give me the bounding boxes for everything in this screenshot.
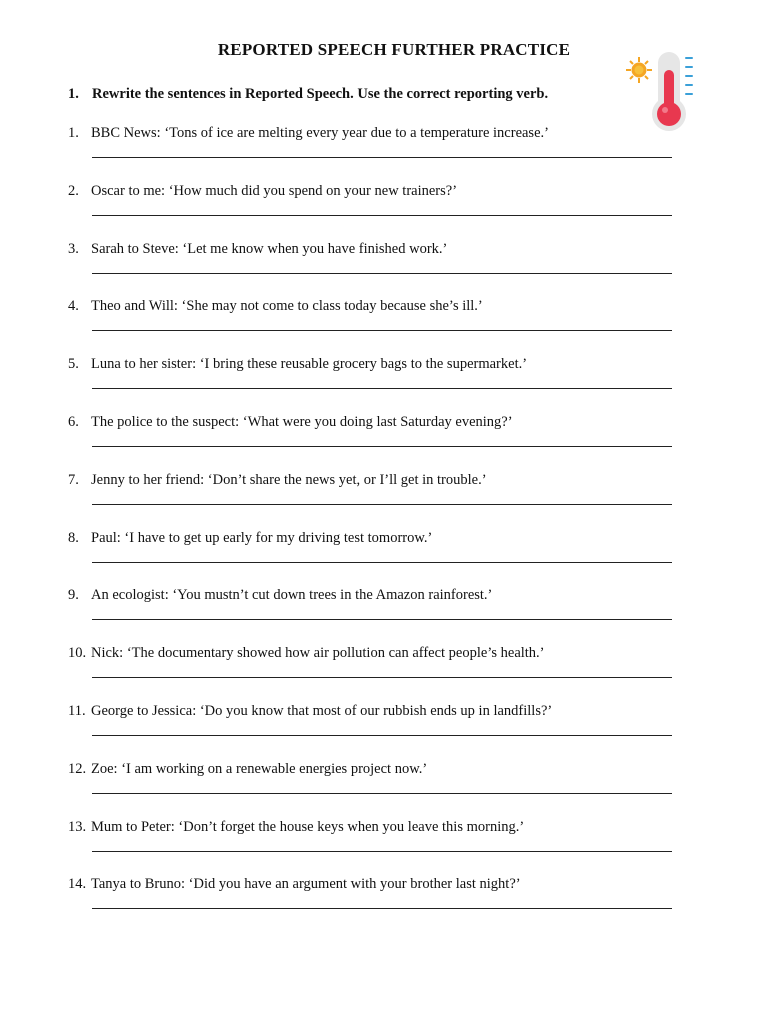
exercise-quote: Tanya to Bruno: ‘Did you have an argument with your brother last night?’: [91, 876, 521, 893]
exercise-sentence: [68, 760, 427, 778]
exercise-sentence: [68, 586, 492, 604]
exercise-sentence: [68, 529, 432, 547]
page-title: REPORTED SPEECH FURTHER PRACTICE: [217, 40, 571, 59]
exercise-sentence: [68, 182, 457, 200]
exercise-sentence: [68, 818, 524, 836]
answer-line[interactable]: [92, 215, 672, 216]
exercise-quote: Theo and Will: ‘She may not come to class today because she’s ill.’: [91, 298, 483, 315]
exercise-instruction: [68, 86, 548, 103]
exercise-number: 4.: [68, 298, 79, 315]
exercise-number: 1.: [68, 125, 79, 141]
answer-line[interactable]: [92, 157, 672, 158]
exercise-quote: Oscar to me: ‘How much did you spend on your new trainers?’: [91, 182, 458, 199]
thermometer-graphic: [622, 46, 702, 136]
exercise-item: [68, 644, 672, 702]
exercise-number: 13.: [68, 818, 87, 835]
answer-line[interactable]: [92, 851, 672, 852]
exercise-item: [68, 355, 672, 413]
exercise-sentence: [68, 297, 483, 315]
exercise-item: [68, 818, 672, 876]
exercise-quote: Zoe: ‘I am working on a renewable energies project now.’: [91, 760, 428, 777]
thermometer-sun-icon: [622, 46, 702, 136]
exercise-quote: George to Jessica: ‘Do you know that most of our rubbish ends up in landfills?’: [91, 703, 553, 719]
answer-line[interactable]: [92, 504, 672, 505]
exercise-number: 7.: [68, 471, 79, 488]
exercise-item: [68, 875, 672, 933]
exercise-item: [68, 586, 672, 644]
answer-line[interactable]: [92, 677, 672, 678]
exercise-number: 11.: [68, 703, 86, 719]
exercise-number: 14.: [68, 876, 87, 893]
answer-line[interactable]: [92, 562, 672, 563]
exercise-item: [68, 297, 672, 355]
exercise-number: 5.: [68, 356, 79, 373]
exercise-item: [68, 529, 672, 587]
exercise-item: [68, 240, 672, 298]
temperature-ticks: [686, 58, 692, 94]
exercise-quote: Mum to Peter: ‘Don’t forget the house keys when you leave this morning.’: [91, 818, 525, 835]
thermometer-tube: [652, 52, 686, 131]
answer-line[interactable]: [92, 446, 672, 447]
exercise-sentence: [68, 644, 545, 662]
exercise-sentence: [68, 240, 447, 258]
exercise-number: 3.: [68, 240, 79, 257]
instruction-number: 1.: [68, 86, 79, 102]
answer-line[interactable]: [92, 273, 672, 274]
exercise-number: 8.: [68, 529, 79, 546]
exercise-number: 2.: [68, 182, 79, 199]
answer-line[interactable]: [92, 619, 672, 620]
exercise-item: [68, 413, 672, 471]
answer-line[interactable]: [92, 793, 672, 794]
exercise-quote: BBC News: ‘Tons of ice are melting every year due to a temperature increase.’: [91, 125, 549, 141]
exercise-number: 9.: [68, 587, 79, 604]
exercise-quote: Luna to her sister: ‘I bring these reusable grocery bags to the supermarket.’: [91, 356, 528, 373]
exercise-number: 12.: [68, 760, 87, 777]
exercise-item: [68, 182, 672, 240]
exercise-quote: The police to the suspect: ‘What were you doing last Saturday evening?’: [91, 414, 513, 430]
exercise-quote: Nick: ‘The documentary showed how air pollution can affect people’s health.’: [91, 645, 545, 662]
exercise-item: [68, 702, 672, 760]
exercise-quote: Jenny to her friend: ‘Don’t share the news yet, or I’ll get in trouble.’: [91, 471, 487, 488]
exercise-item: [68, 471, 672, 529]
exercise-quote: An ecologist: ‘You mustn’t cut down trees in the Amazon rainforest.’: [91, 587, 493, 604]
exercise-item: [68, 760, 672, 818]
instruction-text: Rewrite the sentences in Reported Speech. Use the correct reporting verb.: [92, 86, 549, 102]
exercise-sentence: [68, 875, 521, 893]
exercise-sentence: [68, 124, 549, 142]
answer-line[interactable]: [92, 908, 672, 909]
exercise-quote: Paul: ‘I have to get up early for my driving test tomorrow.’: [91, 529, 433, 546]
exercise-number: 10.: [68, 645, 87, 662]
exercise-sentence: [68, 471, 487, 489]
exercise-item: [68, 124, 672, 182]
answer-line[interactable]: [92, 388, 672, 389]
exercise-sentence: [68, 413, 513, 431]
exercise-sentence: [68, 702, 552, 720]
exercise-quote: Sarah to Steve: ‘Let me know when you have finished work.’: [91, 240, 448, 257]
answer-line[interactable]: [92, 330, 672, 331]
exercise-number: 6.: [68, 414, 79, 430]
sun-icon: [626, 57, 652, 83]
answer-line[interactable]: [92, 735, 672, 736]
exercise-sentence: [68, 355, 527, 373]
